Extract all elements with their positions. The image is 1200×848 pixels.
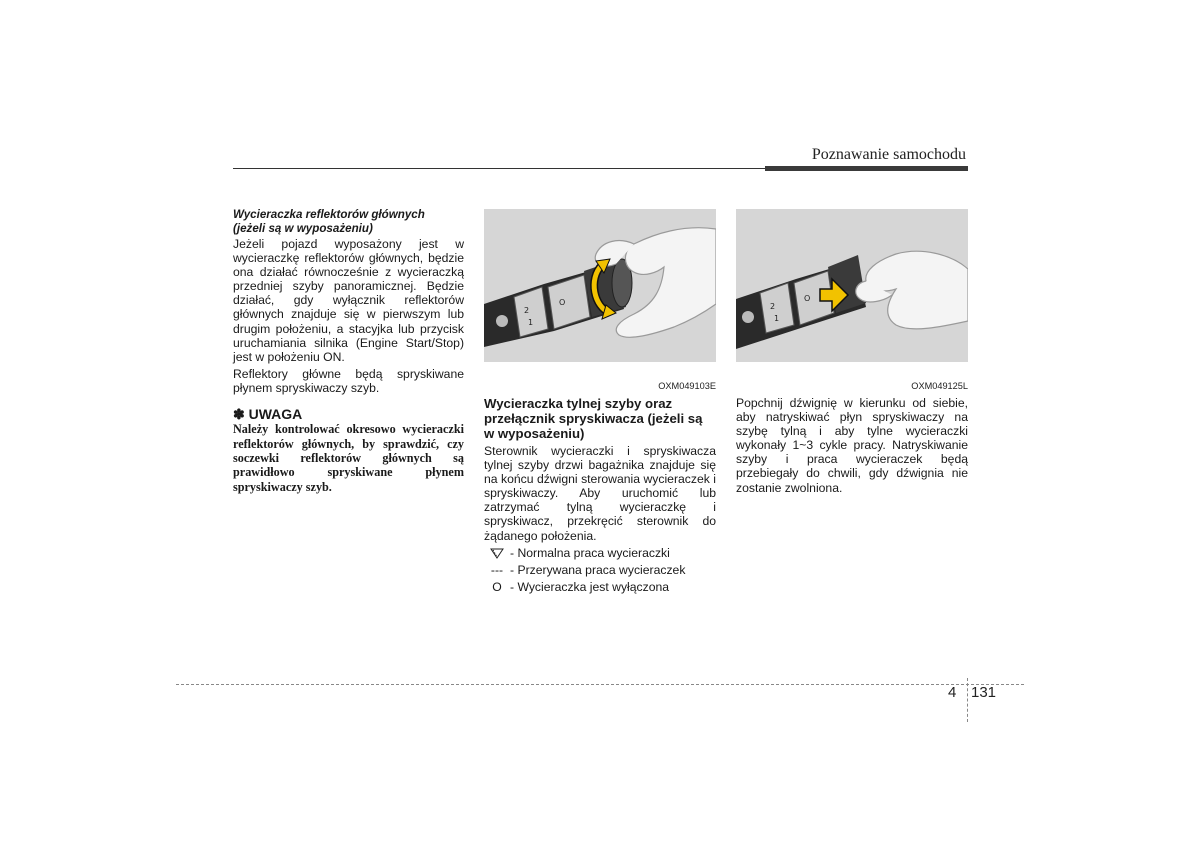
note-symbol: ✽ [233, 406, 245, 423]
column-middle [484, 396, 716, 596]
note-heading [233, 407, 464, 421]
wiper-legend [484, 545, 716, 596]
legend-row [484, 579, 716, 596]
subheading-line-1: Wycieraczka reflektorów głównych [233, 208, 425, 221]
svg-text:O: O [804, 294, 811, 303]
section-title: Poznawanie samochodu [811, 146, 966, 163]
legend-intermittent-symbol: --- [490, 563, 504, 578]
svg-text:1: 1 [774, 314, 780, 323]
washer-paragraph: Popchnij dźwignię w kierunku od siebie, aby natryskiwać płyn spryskiwaczy na szybę tylną i aby tylne wycieraczki wykonały 1~3 cykle pracy. Natryskiwanie szyby i praca wycieraczek będą przebiegały do chwili, gdy dźwignia nie zostanie zwolniona. [736, 396, 968, 495]
headlamp-wiper-paragraph: Jeżeli pojazd wyposażony jest w wycieraczkę reflektorów głównych, będzie ona działać równocześnie z wycieraczką przedniej szyby panoramicznej. Będzie działać, gdy wyłącznik reflektorów głównych znajduje się w pierwszym lub drugim położeniu, a stacyjka lub przycisk uruchamiania silnika (Engine Start/Stop) jest w położeniu ON. [233, 237, 464, 364]
figure-code-2: OXM049125L [911, 381, 968, 391]
rear-wiper-paragraph: Sterownik wycieraczki i spryskiwacza tylnej szyby drzwi bagażnika znajduje się na końcu dźwigni sterowania wycieraczek i spryskiwaczy. Aby uruchomić lub zatrzymać tylną wycieraczkę i spryskiwacz, przekręcić sterownik do żądanego położenia. [484, 444, 716, 543]
figure-code-1: OXM049103E [658, 381, 716, 391]
headlamp-spray-paragraph: Reflektory główne będą spryskiwane płynem spryskiwaczy szyb. [233, 366, 464, 395]
stalk-push-illustration [736, 209, 968, 362]
footer-divider [967, 678, 968, 722]
note-title: UWAGA [248, 406, 303, 423]
svg-text:1: 1 [528, 318, 534, 327]
stalk-rotate-illustration [484, 209, 716, 362]
header-bar [765, 166, 968, 171]
svg-text:2: 2 [524, 306, 530, 315]
footer-rule [176, 684, 1024, 685]
header-rule [233, 168, 765, 169]
column-left [233, 208, 464, 494]
legend-off-symbol: O [492, 580, 502, 595]
headlamp-wiper-subheading [233, 208, 464, 235]
chapter-number: 4 [948, 684, 957, 701]
svg-text:O: O [559, 298, 566, 307]
rear-wiper-heading: Wycieraczka tylnej szyby oraz przełącznik spryskiwacza (jeżeli są w wyposażeniu) [484, 396, 703, 441]
legend-row [484, 545, 716, 562]
figure-rear-wiper-switch [484, 209, 716, 362]
legend-off-text: - Wycieraczka jest wyłączona [510, 580, 670, 595]
subheading-line-2: (jeżeli są w wyposażeniu) [233, 221, 373, 235]
figure-washer-push [736, 209, 968, 362]
legend-intermittent-text: - Przerywana praca wycieraczek [510, 563, 686, 578]
note-body: Należy kontrolować okresowo wycieraczki reflektorów głównych, by sprawdzić, czy soczewki reflektorów głównych są prawidłowo spryskiwane płynem spryskiwaczy szyb. [233, 422, 464, 494]
svg-text:2: 2 [770, 302, 776, 311]
wiper-icon [484, 547, 510, 559]
page-number: 131 [971, 684, 997, 701]
legend-normal-text: - Normalna praca wycieraczki [510, 546, 670, 561]
legend-row [484, 562, 716, 579]
